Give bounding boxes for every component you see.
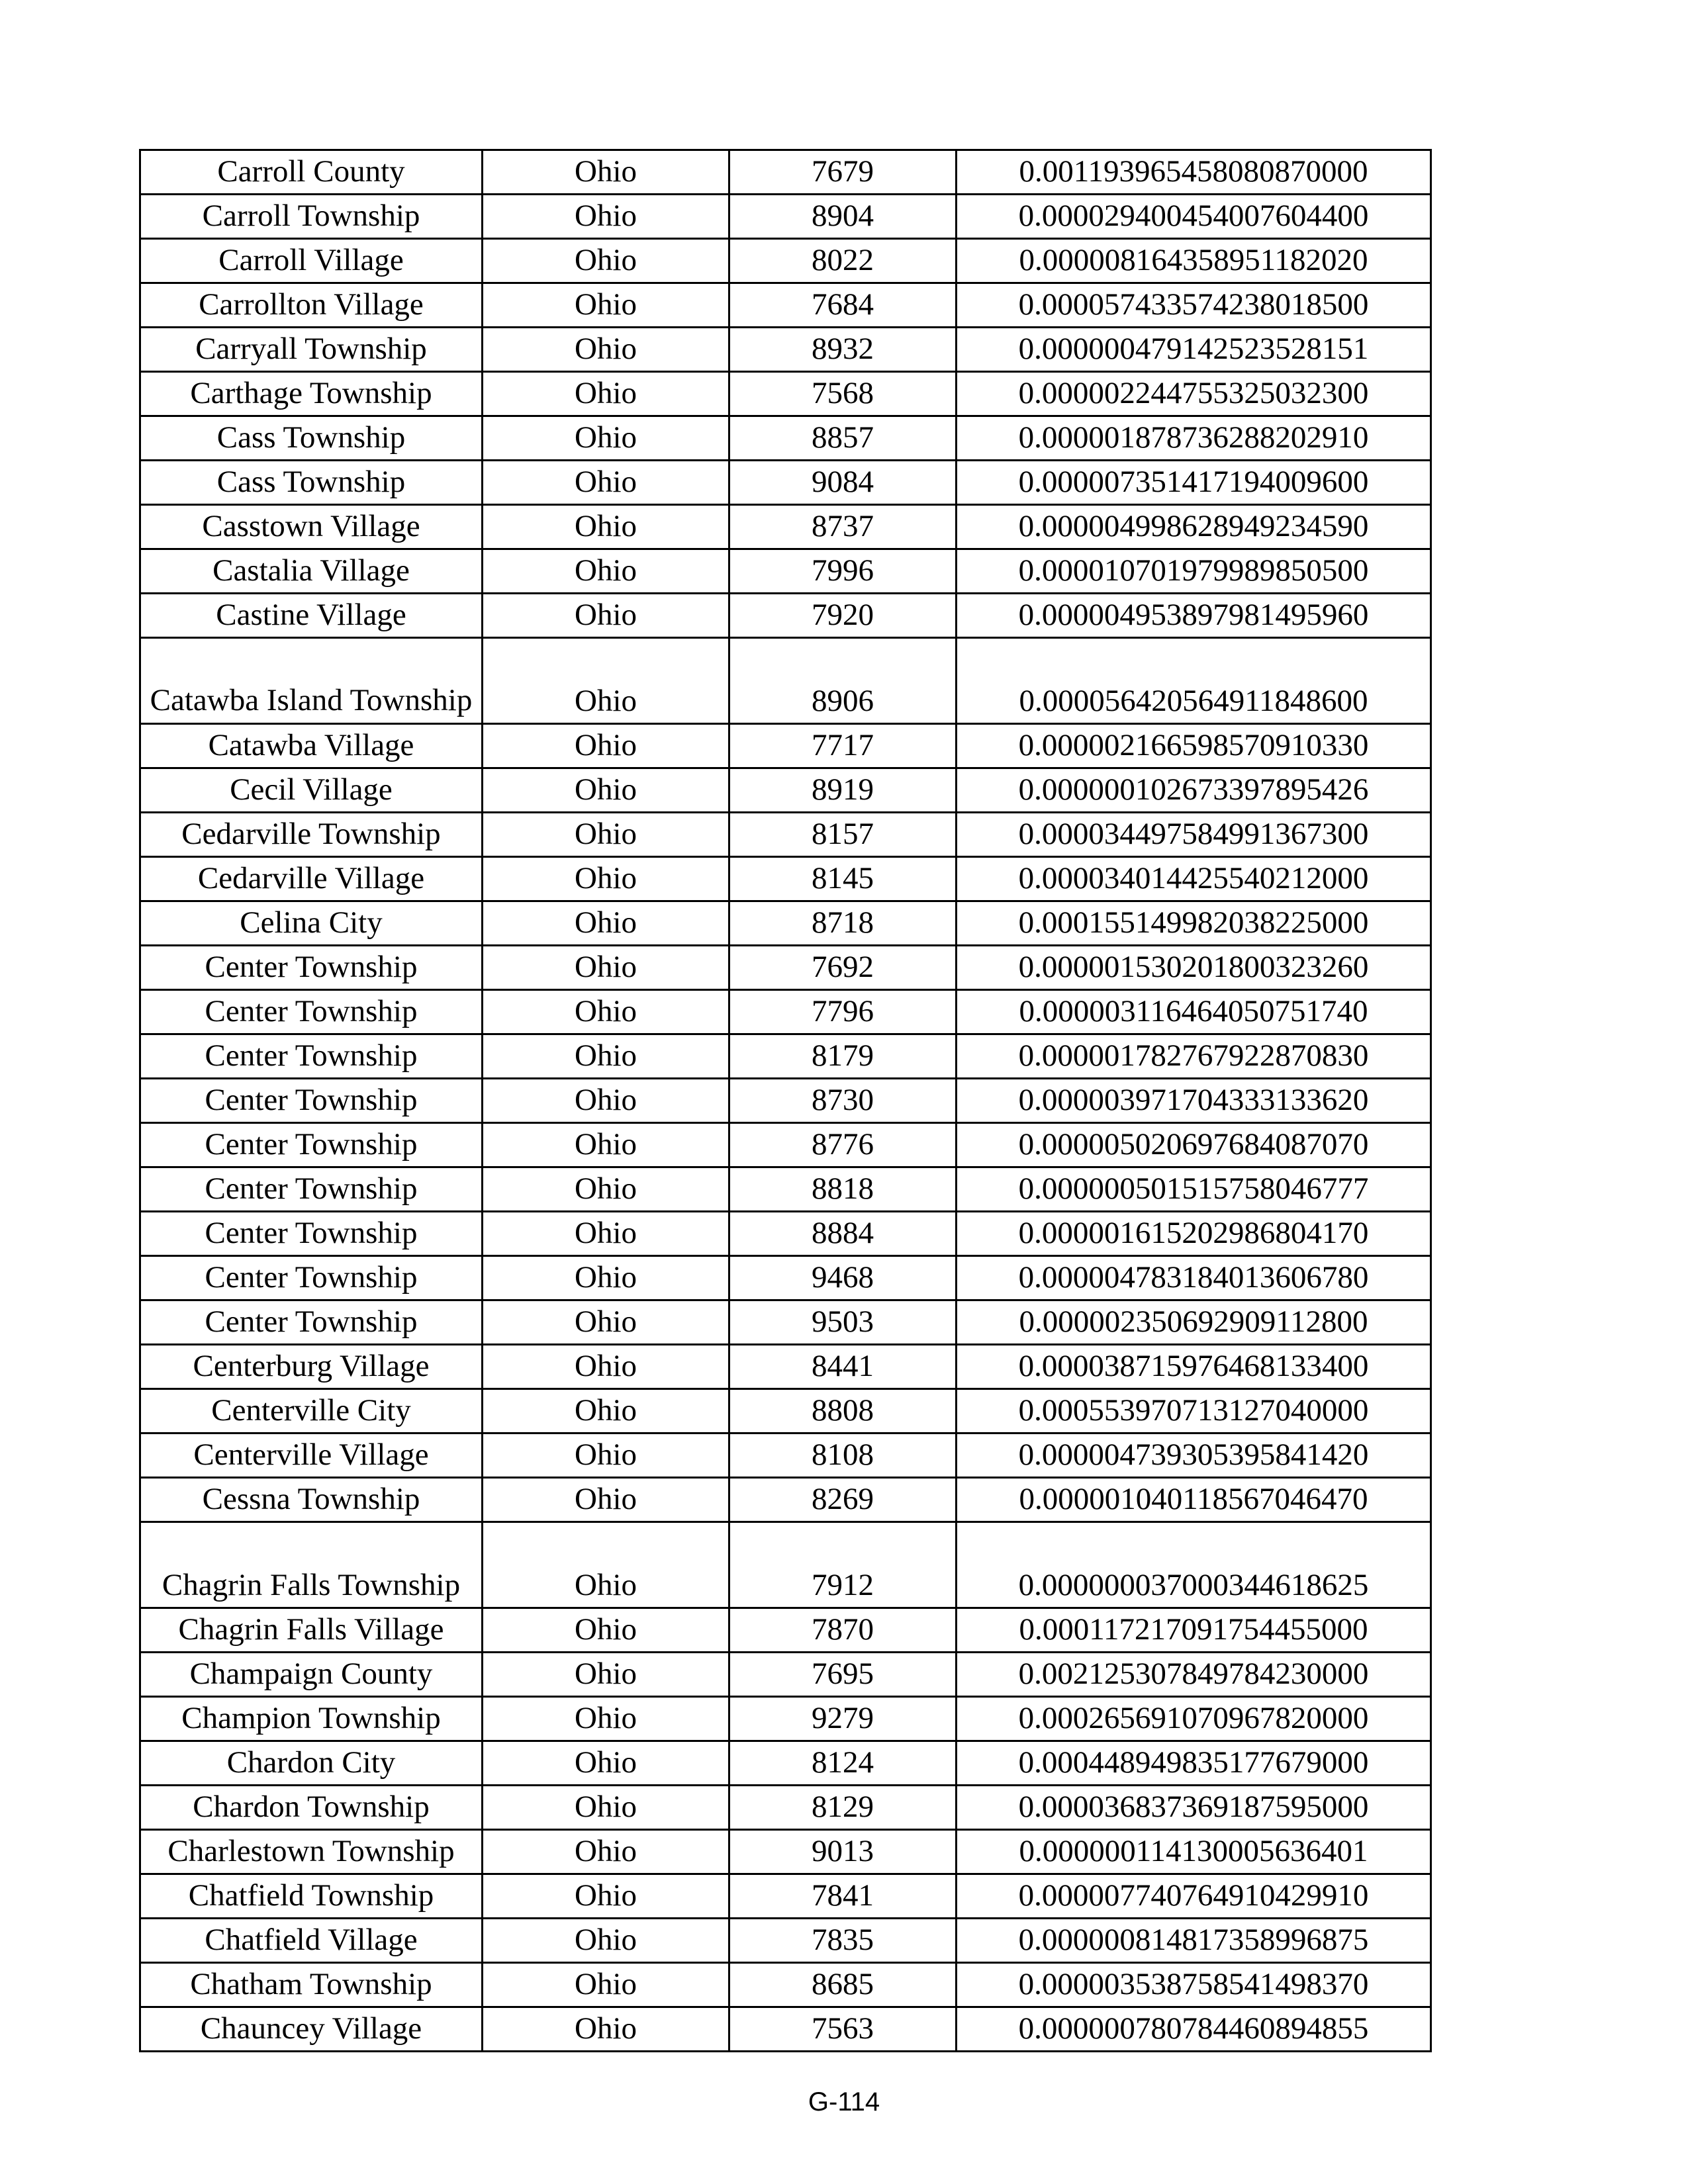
state-cell: Ohio: [483, 549, 729, 594]
table-row: [140, 1034, 1431, 1079]
state-cell: Ohio: [483, 1389, 729, 1433]
allocation-cell: 0.000000780784460894855: [957, 2007, 1431, 2052]
allocation-cell: 0.000553970713127040000: [957, 1389, 1431, 1433]
state-cell: Ohio: [483, 505, 729, 549]
state-cell: Ohio: [483, 946, 729, 990]
table-row: [140, 638, 1431, 724]
table-row: [140, 195, 1431, 239]
state-cell: Ohio: [483, 1963, 729, 2007]
state-cell: Ohio: [483, 1433, 729, 1478]
allocation-cell: 0.000001878736288202910: [957, 416, 1431, 461]
jurisdiction-cell: Center Township: [140, 1079, 483, 1123]
id-cell: 7692: [729, 946, 957, 990]
table-row: [140, 1741, 1431, 1786]
state-cell: Ohio: [483, 150, 729, 195]
id-cell: 7695: [729, 1653, 957, 1697]
state-cell: Ohio: [483, 901, 729, 946]
state-cell: Ohio: [483, 1522, 729, 1608]
jurisdiction-cell: Cass Township: [140, 416, 483, 461]
id-cell: 8157: [729, 813, 957, 857]
table-row: [140, 372, 1431, 416]
jurisdiction-cell: Cessna Township: [140, 1478, 483, 1522]
table-row: [140, 150, 1431, 195]
id-cell: 8857: [729, 416, 957, 461]
allocation-cell: 0.000034497584991367300: [957, 813, 1431, 857]
jurisdiction-cell: Chagrin Falls Village: [140, 1608, 483, 1653]
state-cell: Ohio: [483, 594, 729, 638]
table-row: [140, 594, 1431, 638]
allocation-cell: 0.000002244755325032300: [957, 372, 1431, 416]
id-cell: 7841: [729, 1874, 957, 1919]
jurisdiction-cell: Champaign County: [140, 1653, 483, 1697]
allocation-cell: 0.000000114130005636401: [957, 1830, 1431, 1874]
id-cell: 9503: [729, 1300, 957, 1345]
id-cell: 8685: [729, 1963, 957, 2007]
id-cell: 8022: [729, 239, 957, 283]
state-cell: Ohio: [483, 1874, 729, 1919]
jurisdiction-cell: Center Township: [140, 1034, 483, 1079]
jurisdiction-cell: Castalia Village: [140, 549, 483, 594]
id-cell: 9279: [729, 1697, 957, 1741]
allocation-cell: 0.000003538758541498370: [957, 1963, 1431, 2007]
allocation-cell: 0.000005020697684087070: [957, 1123, 1431, 1167]
allocation-cell: 0.000000501515758046777: [957, 1167, 1431, 1212]
state-cell: Ohio: [483, 1256, 729, 1300]
jurisdiction-cell: Carryall Township: [140, 328, 483, 372]
state-cell: Ohio: [483, 768, 729, 813]
table-row: [140, 1079, 1431, 1123]
table-row: [140, 283, 1431, 328]
jurisdiction-cell: Center Township: [140, 990, 483, 1034]
state-cell: Ohio: [483, 1079, 729, 1123]
jurisdiction-cell: Center Township: [140, 1123, 483, 1167]
state-cell: Ohio: [483, 239, 729, 283]
id-cell: 7684: [729, 283, 957, 328]
id-cell: 8884: [729, 1212, 957, 1256]
table-row: [140, 328, 1431, 372]
jurisdiction-cell: Castine Village: [140, 594, 483, 638]
data-table: [139, 149, 1432, 2052]
table-row: [140, 1389, 1431, 1433]
id-cell: 8808: [729, 1389, 957, 1433]
table-row: [140, 813, 1431, 857]
id-cell: 8108: [729, 1433, 957, 1478]
jurisdiction-cell: Cedarville Township: [140, 813, 483, 857]
id-cell: 8932: [729, 328, 957, 372]
table-row: [140, 1874, 1431, 1919]
table-row: [140, 239, 1431, 283]
jurisdiction-cell: Chatfield Village: [140, 1919, 483, 1963]
jurisdiction-cell: Cedarville Village: [140, 857, 483, 901]
table-row: [140, 901, 1431, 946]
jurisdiction-cell: Chatham Township: [140, 1963, 483, 2007]
jurisdiction-cell: Carthage Township: [140, 372, 483, 416]
id-cell: 8129: [729, 1786, 957, 1830]
table-row: [140, 1300, 1431, 1345]
id-cell: 8179: [729, 1034, 957, 1079]
allocation-cell: 0.001193965458080870000: [957, 150, 1431, 195]
table-row: [140, 1963, 1431, 2007]
table-row: [140, 416, 1431, 461]
table-row: [140, 1522, 1431, 1608]
state-cell: Ohio: [483, 1697, 729, 1741]
allocation-cell: 0.000000102673397895426: [957, 768, 1431, 813]
allocation-cell: 0.000155149982038225000: [957, 901, 1431, 946]
state-cell: Ohio: [483, 1123, 729, 1167]
id-cell: 7870: [729, 1608, 957, 1653]
data-table-container: [139, 149, 1432, 2052]
id-cell: 8730: [729, 1079, 957, 1123]
jurisdiction-cell: Centerville Village: [140, 1433, 483, 1478]
table-row: [140, 768, 1431, 813]
jurisdiction-cell: Chardon Township: [140, 1786, 483, 1830]
id-cell: 8776: [729, 1123, 957, 1167]
allocation-cell: 0.000036837369187595000: [957, 1786, 1431, 1830]
id-cell: 8904: [729, 195, 957, 239]
table-row: [140, 1345, 1431, 1389]
jurisdiction-cell: Centerville City: [140, 1389, 483, 1433]
allocation-cell: 0.000002166598570910330: [957, 724, 1431, 768]
jurisdiction-cell: Center Township: [140, 1167, 483, 1212]
table-row: [140, 1123, 1431, 1167]
jurisdiction-cell: Champion Township: [140, 1697, 483, 1741]
table-row: [140, 461, 1431, 505]
allocation-cell: 0.000057433574238018500: [957, 283, 1431, 328]
allocation-cell: 0.000000037000344618625: [957, 1522, 1431, 1608]
id-cell: 7563: [729, 2007, 957, 2052]
state-cell: Ohio: [483, 461, 729, 505]
allocation-cell: 0.000001615202986804170: [957, 1212, 1431, 1256]
allocation-cell: 0.000001530201800323260: [957, 946, 1431, 990]
jurisdiction-cell: Cecil Village: [140, 768, 483, 813]
state-cell: Ohio: [483, 990, 729, 1034]
state-cell: Ohio: [483, 1741, 729, 1786]
allocation-cell: 0.000117217091754455000: [957, 1608, 1431, 1653]
state-cell: Ohio: [483, 1653, 729, 1697]
jurisdiction-cell: Celina City: [140, 901, 483, 946]
allocation-cell: 0.000001782767922870830: [957, 1034, 1431, 1079]
state-cell: Ohio: [483, 195, 729, 239]
jurisdiction-cell: Catawba Village: [140, 724, 483, 768]
state-cell: Ohio: [483, 372, 729, 416]
allocation-cell: 0.000265691070967820000: [957, 1697, 1431, 1741]
jurisdiction-cell: Chardon City: [140, 1741, 483, 1786]
table-row: [140, 505, 1431, 549]
id-cell: 9468: [729, 1256, 957, 1300]
id-cell: 8737: [729, 505, 957, 549]
allocation-cell: 0.000003971704333133620: [957, 1079, 1431, 1123]
jurisdiction-cell: Catawba Island Township: [140, 638, 483, 724]
allocation-cell: 0.000034014425540212000: [957, 857, 1431, 901]
allocation-cell: 0.000448949835177679000: [957, 1741, 1431, 1786]
jurisdiction-cell: Center Township: [140, 1212, 483, 1256]
id-cell: 7835: [729, 1919, 957, 1963]
allocation-cell: 0.000007351417194009600: [957, 461, 1431, 505]
id-cell: 8919: [729, 768, 957, 813]
allocation-cell: 0.000004998628949234590: [957, 505, 1431, 549]
table-row: [140, 1478, 1431, 1522]
state-cell: Ohio: [483, 2007, 729, 2052]
state-cell: Ohio: [483, 1830, 729, 1874]
state-cell: Ohio: [483, 1345, 729, 1389]
jurisdiction-cell: Chagrin Falls Township: [140, 1522, 483, 1608]
state-cell: Ohio: [483, 1919, 729, 1963]
id-cell: 7912: [729, 1522, 957, 1608]
jurisdiction-cell: Cass Township: [140, 461, 483, 505]
jurisdiction-cell: Centerburg Village: [140, 1345, 483, 1389]
id-cell: 7717: [729, 724, 957, 768]
table-row: [140, 1256, 1431, 1300]
jurisdiction-cell: Carrollton Village: [140, 283, 483, 328]
id-cell: 8818: [729, 1167, 957, 1212]
state-cell: Ohio: [483, 283, 729, 328]
allocation-cell: 0.000001040118567046470: [957, 1478, 1431, 1522]
state-cell: Ohio: [483, 1300, 729, 1345]
id-cell: 8269: [729, 1478, 957, 1522]
allocation-cell: 0.000002350692909112800: [957, 1300, 1431, 1345]
allocation-cell: 0.000056420564911848600: [957, 638, 1431, 724]
allocation-cell: 0.000038715976468133400: [957, 1345, 1431, 1389]
jurisdiction-cell: Center Township: [140, 946, 483, 990]
id-cell: 7568: [729, 372, 957, 416]
state-cell: Ohio: [483, 724, 729, 768]
state-cell: Ohio: [483, 1608, 729, 1653]
jurisdiction-cell: Center Township: [140, 1300, 483, 1345]
id-cell: 9013: [729, 1830, 957, 1874]
id-cell: 7996: [729, 549, 957, 594]
allocation-cell: 0.000000479142523528151: [957, 328, 1431, 372]
page-number: G-114: [808, 2087, 880, 2116]
id-cell: 7796: [729, 990, 957, 1034]
state-cell: Ohio: [483, 328, 729, 372]
table-row: [140, 1697, 1431, 1741]
allocation-cell: 0.002125307849784230000: [957, 1653, 1431, 1697]
allocation-cell: 0.000004783184013606780: [957, 1256, 1431, 1300]
table-row: [140, 1608, 1431, 1653]
state-cell: Ohio: [483, 416, 729, 461]
id-cell: 8906: [729, 638, 957, 724]
table-row: [140, 549, 1431, 594]
table-row: [140, 946, 1431, 990]
state-cell: Ohio: [483, 1034, 729, 1079]
state-cell: Ohio: [483, 1212, 729, 1256]
state-cell: Ohio: [483, 638, 729, 724]
allocation-cell: 0.000010701979989850500: [957, 549, 1431, 594]
id-cell: 7679: [729, 150, 957, 195]
table-body: [140, 150, 1431, 2052]
state-cell: Ohio: [483, 1478, 729, 1522]
id-cell: 9084: [729, 461, 957, 505]
jurisdiction-cell: Casstown Village: [140, 505, 483, 549]
table-row: [140, 1212, 1431, 1256]
allocation-cell: 0.000004953897981495960: [957, 594, 1431, 638]
allocation-cell: 0.000000814817358996875: [957, 1919, 1431, 1963]
table-row: [140, 1830, 1431, 1874]
allocation-cell: 0.000029400454007604400: [957, 195, 1431, 239]
table-row: [140, 1919, 1431, 1963]
allocation-cell: 0.000004739305395841420: [957, 1433, 1431, 1478]
table-row: [140, 724, 1431, 768]
state-cell: Ohio: [483, 813, 729, 857]
jurisdiction-cell: Chatfield Township: [140, 1874, 483, 1919]
table-row: [140, 1786, 1431, 1830]
jurisdiction-cell: Charlestown Township: [140, 1830, 483, 1874]
allocation-cell: 0.000008164358951182020: [957, 239, 1431, 283]
table-row: [140, 990, 1431, 1034]
table-row: [140, 1653, 1431, 1697]
id-cell: 8145: [729, 857, 957, 901]
jurisdiction-cell: Carroll County: [140, 150, 483, 195]
id-cell: 8718: [729, 901, 957, 946]
jurisdiction-cell: Center Township: [140, 1256, 483, 1300]
id-cell: 8441: [729, 1345, 957, 1389]
jurisdiction-cell: Chauncey Village: [140, 2007, 483, 2052]
state-cell: Ohio: [483, 1167, 729, 1212]
allocation-cell: 0.000003116464050751740: [957, 990, 1431, 1034]
jurisdiction-cell: Carroll Township: [140, 195, 483, 239]
table-row: [140, 1433, 1431, 1478]
table-row: [140, 2007, 1431, 2052]
id-cell: 7920: [729, 594, 957, 638]
allocation-cell: 0.000007740764910429910: [957, 1874, 1431, 1919]
jurisdiction-cell: Carroll Village: [140, 239, 483, 283]
state-cell: Ohio: [483, 857, 729, 901]
table-row: [140, 1167, 1431, 1212]
table-row: [140, 857, 1431, 901]
state-cell: Ohio: [483, 1786, 729, 1830]
id-cell: 8124: [729, 1741, 957, 1786]
